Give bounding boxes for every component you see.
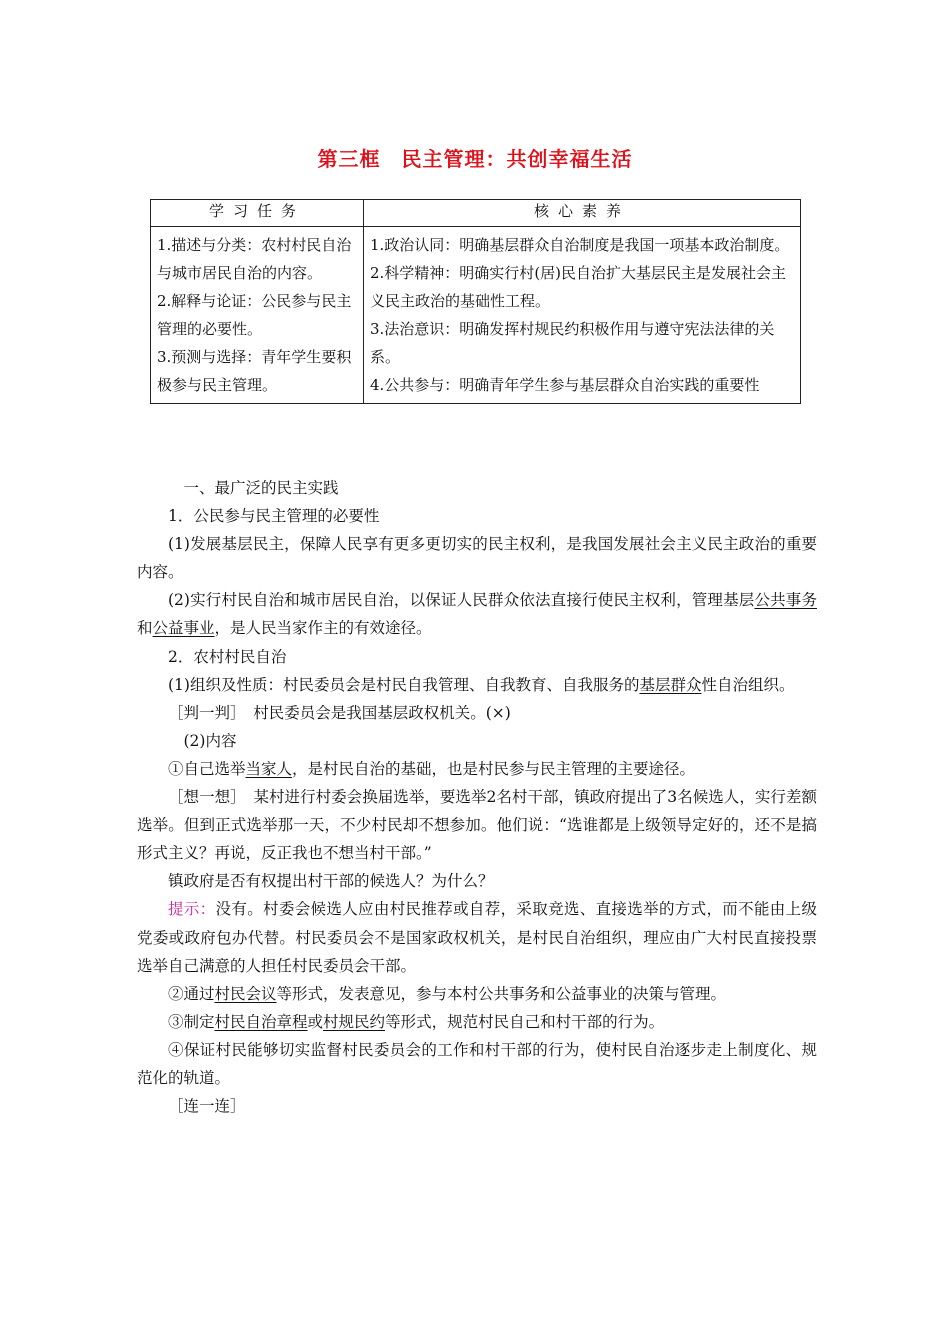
header-core-literacy: 核心素养 bbox=[364, 200, 801, 227]
section-heading: 一、最广泛的民主实践 bbox=[183, 479, 339, 497]
literacy-item: 4.公共参与：明确青年学生参与基层群众自治实践的重要性 bbox=[370, 376, 760, 394]
key-term: 基层群众 bbox=[639, 675, 702, 694]
literacy-item: 2.科学精神：明确实行村(居)民自治扩大基层民主是发展社会主义民主政治的基础性工程。 bbox=[370, 264, 787, 310]
table-header-row bbox=[151, 200, 801, 227]
task-item: 1.描述与分类：农村村民自治与城市居民自治的内容。 bbox=[157, 236, 352, 282]
paragraph: (1)发展基层民主，保障人民享有更多更切实的民主权利，是我国发展社会主义民主政治的重要内容。 bbox=[137, 535, 817, 582]
question: 镇政府是否有权提出村干部的候选人？为什么？ bbox=[168, 872, 494, 891]
text-span: 或 bbox=[307, 1012, 324, 1031]
text-span: ①自己选举 bbox=[168, 759, 246, 778]
paragraph bbox=[137, 671, 817, 699]
text-span: 等形式，规范村民自己和村干部的行为。 bbox=[385, 1012, 665, 1031]
connect-exercise: ［连一连］ bbox=[168, 1097, 246, 1116]
text-span: ，是村民自治的基础，也是村民参与民主管理的主要途径。 bbox=[292, 759, 696, 778]
text-span: (2)实行村民自治和城市居民自治，以保证人民群众依法直接行使民主权利，管理基层 bbox=[168, 591, 755, 610]
text-span: ②通过 bbox=[168, 984, 215, 1003]
subsection-heading: 1．公民参与民主管理的必要性 bbox=[168, 507, 380, 526]
learning-goals-table bbox=[150, 199, 801, 404]
table-row bbox=[151, 227, 801, 404]
literacy-item: 1.政治认同：明确基层群众自治制度是我国一项基本政治制度。 bbox=[370, 236, 790, 254]
main-content bbox=[137, 474, 817, 1120]
paragraph: ④保证村民能够切实监督村民委员会的工作和村干部的行为，使村民自治逐步走上制度化、规范化的轨道。 bbox=[137, 1040, 817, 1087]
paragraph: (2)内容 bbox=[183, 731, 237, 750]
key-term: 村民自治章程 bbox=[214, 1012, 308, 1031]
task-item: 3.预测与选择：青年学生要积极参与民主管理。 bbox=[157, 348, 352, 394]
task-item: 2.解释与论证：公民参与民主管理的必要性。 bbox=[157, 292, 352, 338]
key-term: 当家人 bbox=[245, 759, 293, 778]
hint-label: 提示： bbox=[168, 900, 216, 919]
judge-exercise: ［判一判］ 村民委员会是我国基层政权机关。(×) bbox=[168, 703, 511, 722]
text-span: 等形式，发表意见，参与本村公共事务和公益事业的决策与管理。 bbox=[276, 984, 727, 1003]
paragraph bbox=[137, 755, 817, 783]
header-learning-task: 学习任务 bbox=[151, 200, 364, 227]
key-term: 公益事业 bbox=[152, 619, 215, 638]
paragraph bbox=[137, 980, 817, 1008]
subsection-heading: 2．农村村民自治 bbox=[168, 647, 287, 666]
key-term: 村规民约 bbox=[323, 1012, 386, 1031]
literacy-item: 3.法治意识：明确发挥村规民约积极作用与遵守宪法法律的关系。 bbox=[370, 320, 775, 366]
page-title: 第三框 民主管理：共创幸福生活 bbox=[317, 147, 633, 171]
paragraph bbox=[137, 1008, 817, 1036]
learning-task-cell bbox=[151, 227, 364, 404]
hint-paragraph bbox=[137, 895, 817, 979]
paragraph bbox=[137, 586, 817, 642]
core-literacy-cell bbox=[364, 227, 801, 404]
key-term: 公共事务 bbox=[754, 591, 817, 610]
think-exercise: ［想一想］ 某村进行村委会换届选举，要选举2名村干部，镇政府提出了3名候选人，实行差额选举。但到正式选举那一天，不少村民却不想参加。他们说：“选谁都是上级领导定好的，还不是搞形式主义？再说，反正我也不想当村干部。” bbox=[137, 788, 817, 863]
text-span: ，是人民当家作主的有效途径。 bbox=[214, 619, 432, 638]
text-span: ③制定 bbox=[168, 1012, 215, 1031]
text-span: 和 bbox=[137, 619, 153, 638]
text-span: 性自治组织。 bbox=[701, 675, 795, 694]
key-term: 村民会议 bbox=[214, 984, 277, 1003]
text-span: (1)组织及性质：村民委员会是村民自我管理、自我教育、自我服务的 bbox=[168, 675, 640, 694]
hint-text: 没有。村委会候选人应由村民推荐或自荐，采取竞选、直接选举的方式，而不能由上级党委或政府包办代替。村民委员会不是国家政权机关，是村民自治组织，理应由广大村民直接投票选举自己满意的人担任村民委员会干部。 bbox=[137, 900, 817, 975]
